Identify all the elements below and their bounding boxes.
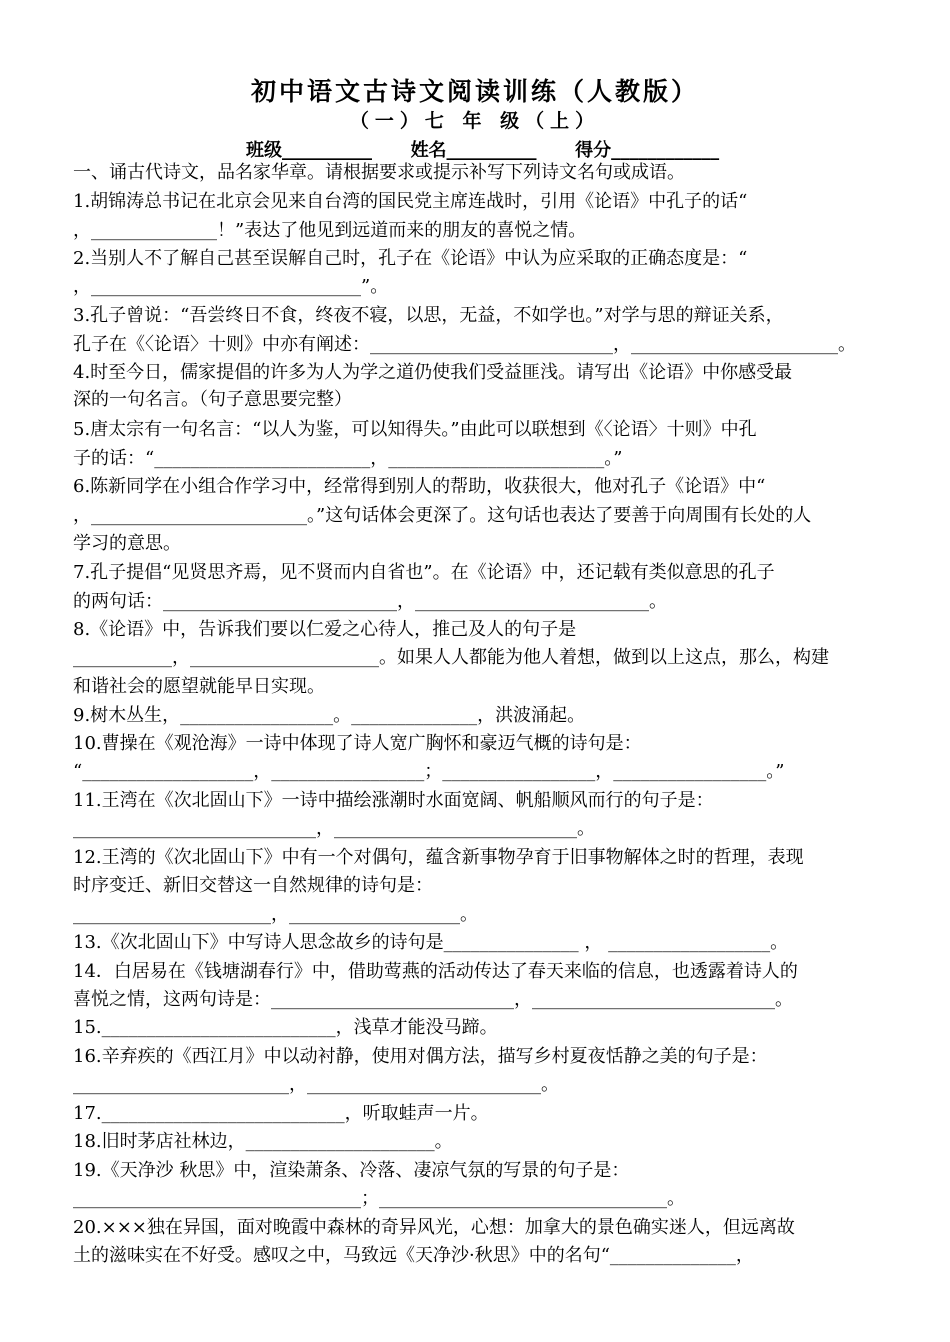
section-heading: 一、诵古代诗文，品名家华章。请根据要求或提示补写下列诗文名句或成语。 — [73, 162, 685, 183]
question-line: 和谐社会的愿望就能早日实现。 — [73, 676, 325, 697]
question-line: ______________________，___________________。 — [73, 904, 478, 925]
question-line: “___________________，_________________；_________________，_________________。” — [73, 761, 785, 782]
question-line: ，________________________。”这句话体会更深了。这句话也表达了要善于向周围有长处的人 — [73, 505, 812, 526]
question-line: 时序变迁、新旧交替这一自然规律的诗句是： — [73, 875, 433, 896]
question-line: 17.___________________________，听取蛙声一片。 — [73, 1103, 489, 1124]
question-line: 2.当别人不了解自己甚至误解自己时，孔子在《论语》中认为应采取的正确态度是：“ — [73, 248, 748, 269]
question-line: 11.王湾在《次北固山下》一诗中描绘涨潮时水面宽阔、帆船顺风而行的句子是： — [73, 790, 714, 811]
question-line: 18.旧时茅店社林边，_____________________。 — [73, 1131, 453, 1152]
question-line: 8.《论语》中，告诉我们要以仁爱之心待人，推己及人的句子是 — [73, 619, 577, 640]
question-line: 13.《次北固山下》中写诗人思念故乡的诗句是_______________ ， __________________。 — [73, 932, 789, 953]
question-line: 子的话：“________________________，________________________。” — [73, 448, 623, 469]
question-line: 6.陈新同学在小组合作学习中，经常得到别人的帮助，收获很大，他对孔子《论语》中“ — [73, 476, 766, 497]
question-line: 4.时至今日，儒家提倡的许多为人为学之道仍使我们受益匪浅。请写出《论语》中你感受最 — [73, 362, 793, 383]
question-line: 土的滋味实在不好受。感叹之中，马致远《天净沙·秋思》中的名句“______________， — [73, 1245, 754, 1266]
question-line: ，______________________________”。 — [73, 276, 389, 297]
name-field[interactable]: 姓名__________ — [410, 140, 537, 161]
question-line: 学习的意思。 — [73, 533, 181, 554]
question-line: 10.曹操在《观沧海》一诗中体现了诗人宽广胸怀和豪迈气概的诗句是： — [73, 733, 642, 754]
score-field[interactable]: 得分____________ — [575, 140, 720, 161]
question-line: ________________________________；________________________________。 — [73, 1188, 685, 1209]
question-line: 喜悦之情，这两句诗是：___________________________，___________________________。 — [73, 989, 793, 1010]
question-line: 的两句话：__________________________，__________________________。 — [73, 591, 667, 612]
question-line: 12.王湾的《次北固山下》中有一个对偶句，蕴含新事物孕育于旧事物解体之时的哲理，表现 — [73, 847, 804, 868]
question-line: 3.孔子曾说：“吾尝终日不食，终夜不寝，以思，无益，不如学也。”对学与思的辩证关系， — [73, 305, 784, 326]
question-line: ，______________！”表达了他见到远道而来的朋友的喜悦之情。 — [73, 220, 587, 241]
question-line: 9.树木丛生，_________________。______________，洪波涌起。 — [73, 705, 586, 726]
class-field[interactable]: 班级__________ — [246, 140, 372, 161]
question-line: 1.胡锦涛总书记在北京会见来自台湾的国民党主席连战时，引用《论语》中孔子的话“ — [73, 191, 748, 212]
question-line: 16.辛弃疾的《西江月》中以动衬静，使用对偶方法，描写乡村夏夜恬静之美的句子是： — [73, 1046, 768, 1067]
question-line: 深的一句名言。（句子意思要完整） — [73, 389, 352, 410]
page-subtitle: （一）七 年 级（上） — [349, 110, 601, 132]
question-line: 7.孔子提倡“见贤思齐焉，见不贤而内自省也”。在《论语》中，还记载有类似意思的孔子 — [73, 562, 775, 583]
question-line: 孔子在《〈论语〉十则》中亦有阐述：___________________________，_______________________。 — [73, 334, 856, 355]
question-line: 5.唐太宗有一句名言：“以人为鉴，可以知得失。”由此可以联想到《〈论语〉十则》中孔 — [73, 419, 757, 440]
question-line: 19.《天净沙 秋思》中，渲染萧条、冷落、凄凉气氛的写景的句子是： — [73, 1160, 630, 1181]
question-line: 14．白居易在《钱塘湖春行》中，借助莺燕的活动传达了春天来临的信息，也透露着诗人的 — [73, 961, 798, 982]
question-line: ___________，_____________________。如果人人都能为他人着想，做到以上这点，那么，构建 — [73, 647, 829, 668]
question-line: 15.__________________________，浅草才能没马蹄。 — [73, 1017, 498, 1038]
question-line: 20.×××独在异国，面对晚霞中森林的奇异风光，心想：加拿大的景色确实迷人，但远离故 — [73, 1217, 795, 1238]
question-line: ________________________，__________________________。 — [73, 1074, 559, 1095]
student-info-row — [246, 136, 719, 162]
page-title: 初中语文古诗文阅读训练（人教版） — [250, 77, 699, 106]
question-line: ___________________________，___________________________。 — [73, 818, 595, 839]
